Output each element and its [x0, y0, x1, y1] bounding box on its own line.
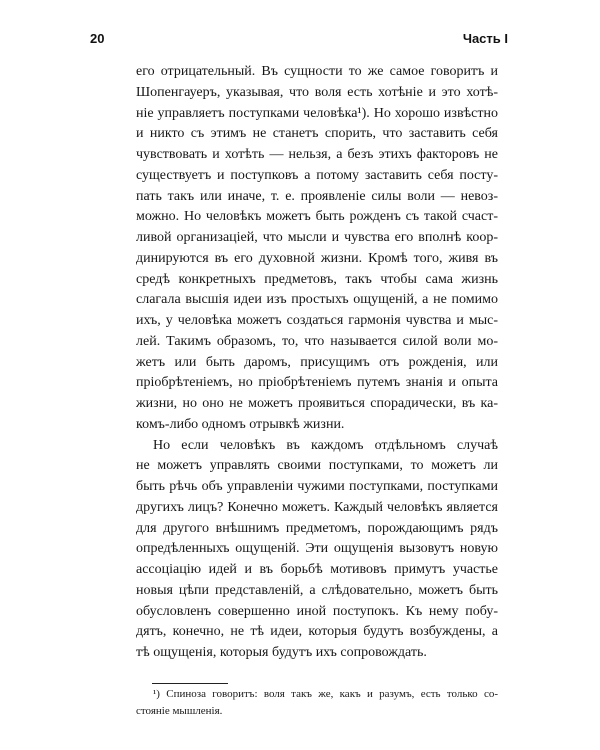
text-line: ливой организаціей, что мысли и чувства его вполнѣ коор-	[136, 230, 498, 245]
text-line: не можетъ управлять своими поступками, то можетъ ли	[136, 458, 498, 474]
text-line: обусловленъ совершенно иной поступокъ. Къ нему побу-	[136, 603, 498, 619]
page-number: 20	[90, 31, 105, 46]
footnote-separator	[152, 683, 228, 684]
text-line: ніе управляетъ поступками человѣка¹). Но хорошо извѣстно	[136, 105, 498, 121]
text-line: другихъ лицъ? Конечно можетъ. Каждый человѣкъ является	[136, 499, 498, 515]
text-line: средѣ конкретныхъ предметовъ, такъ чтобы сама жизнь	[136, 271, 498, 287]
text-line: существуетъ и поступковъ а потому заставить себя посту-	[136, 167, 498, 183]
text-line: и никто съ этимъ не станетъ спорить, что заставить себя	[136, 126, 498, 142]
text-line: можно. Но человѣкъ можетъ быть рожденъ съ такой счаст-	[136, 209, 498, 225]
text-line: чувствовать и хотѣть — нельзя, а безъ этихъ факторовъ не	[136, 147, 498, 162]
body-text	[136, 62, 498, 664]
text-line: ихъ, у человѣка можетъ создаться гармонія чувства и мыс-	[136, 313, 498, 328]
footnote	[136, 686, 498, 720]
text-line: пріобрѣтеніемъ, но пріобрѣтеніемъ путемъ знанія и опыта	[136, 375, 498, 391]
text-line: тѣ ощущенія, которыя будутъ ихъ сопровождать.	[136, 645, 427, 660]
text-line: Шопенгауеръ, указывая, что воля есть хотѣніе и это хотѣ-	[136, 84, 498, 100]
running-head-part: Часть I	[462, 31, 508, 46]
text-line: опредѣленныхъ ощущеній. Эти ощущенія вызовутъ новую	[136, 541, 498, 557]
text-line: ассоціацію идей и въ борьбѣ мотивовъ примутъ участье	[136, 562, 498, 577]
text-line: динируются въ его духовной жизни. Кромѣ того, живя въ	[136, 250, 498, 266]
text-line: комъ-либо одномъ отрывкѣ жизни.	[136, 416, 345, 432]
text-line: для другого внѣшнимъ предметомъ, порождающимъ рядъ	[136, 520, 498, 536]
text-line: дятъ, конечно, не тѣ идеи, которыя будутъ возбуждены, а	[136, 624, 498, 640]
text-line: жетъ или быть даромъ, присущимъ отъ рожденія, или	[136, 354, 498, 370]
text-line: жизни, но оно не можетъ проявиться спорадически, въ ка-	[136, 396, 498, 411]
footnote-line: ¹) Спиноза говоритъ: воля такъ же, какъ и разумъ, есть только со-	[153, 688, 498, 700]
text-line: пать такъ или иначе, т. е. проявленіе силы воли — невоз-	[136, 188, 498, 204]
text-line: его отрицательный. Въ сущности то же самое говоритъ и	[136, 64, 498, 79]
text-line: слагала высшія идеи изъ простыхъ ощущеній, а не помимо	[136, 292, 498, 308]
paragraph-start-line: Но если человѣкъ въ каждомъ отдѣльномъ случаѣ	[153, 437, 498, 453]
text-line: быть рѣчь объ управленіи чужими поступками, поступками	[136, 479, 498, 494]
text-line: новыя цѣпи представленій, а слѣдовательно, можетъ быть	[136, 582, 498, 598]
footnote-line: стояніе мышленія.	[136, 705, 223, 717]
text-line: лей. Такимъ образомъ, то, что называется силой воли мо-	[136, 333, 498, 349]
